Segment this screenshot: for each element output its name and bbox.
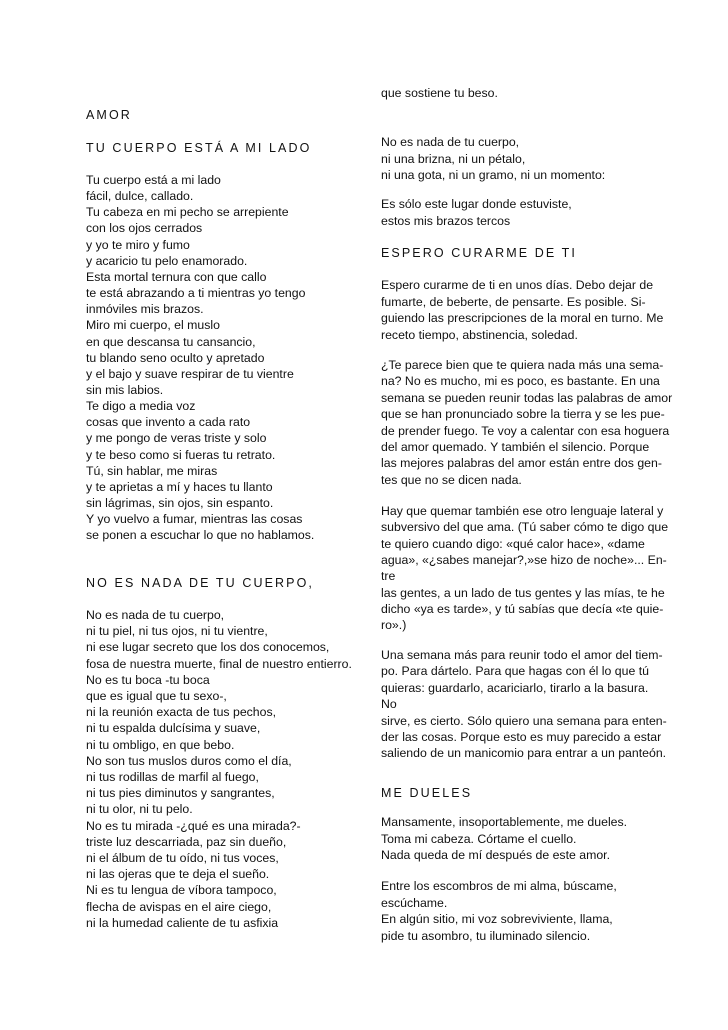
section-heading-espero-curarme: ESPERO CURARME DE TI	[381, 246, 577, 260]
text-line: tre	[381, 569, 396, 584]
text-line: que es igual que tu sexo-,	[86, 689, 227, 703]
text-line: Espero curarme de ti en unos días. Debo dejar de	[381, 278, 654, 292]
text-line: tu blando seno oculto y apretado	[86, 350, 265, 365]
text-line: ni tu espalda dulcísima y suave,	[86, 721, 261, 736]
text-line: flecha de avispas en el aire ciego,	[86, 899, 272, 914]
text-line: sin mis labios.	[86, 382, 164, 397]
text-line: na? No es mucho, mi es poco, es bastante. En una	[381, 374, 660, 389]
text-line: las gentes, a un lado de tus gentes y las mías, te he	[381, 585, 665, 600]
text-line: guiendo las prescripciones de la moral en turno. Me	[381, 311, 664, 325]
text-line: Hay que quemar también ese otro lenguaje lateral y	[381, 504, 664, 518]
text-line: ni una brizna, ni un pétalo,	[381, 151, 526, 166]
text-line: pide tu asombro, tu iluminado silencio.	[381, 928, 591, 943]
text-line: escúchame.	[381, 895, 448, 910]
text-line: quieras: guardarlo, acariciarlo, tirarlo a la basura.	[381, 680, 649, 695]
text-line: po. Para dártelo. Para que hagas con él lo que tú	[381, 664, 649, 679]
section-heading-no-es-nada: NO ES NADA DE TU CUERPO,	[86, 576, 314, 590]
text-line: y te beso como si fueras tu retrato.	[86, 447, 276, 462]
text-line: Nada queda de mí después de este amor.	[381, 848, 611, 862]
text-line: fosa de nuestra muerte, final de nuestro entierro.	[86, 656, 352, 671]
text-line: y el bajo y suave respirar de tu vientre	[86, 366, 294, 381]
text-line: Toma mi cabeza. Córtame el cuello.	[381, 831, 577, 846]
text-line: Mansamente, insoportablemente, me dueles.	[381, 815, 628, 829]
text-line: ni tus pies diminutos y sangrantes,	[86, 786, 275, 801]
section-heading-tu-cuerpo: TU CUERPO ESTÁ A MI LADO	[86, 141, 312, 155]
text-line: que sostiene tu beso.	[381, 86, 498, 100]
text-line: ni las ojeras que te deja el sueño.	[86, 867, 270, 882]
text-line: Tu cabeza en mi pecho se arrepiente	[86, 205, 289, 220]
text-line: Entre los escombros de mi alma, búscame,	[381, 879, 617, 893]
text-line: se ponen a escuchar lo que no hablamos.	[86, 528, 315, 543]
text-line: Una semana más para reunir todo el amor del tiem-	[381, 648, 663, 662]
text-line: ro».)	[381, 618, 407, 633]
text-line: sin lágrimas, sin ojos, sin espanto.	[86, 496, 274, 510]
text-line: Tu cuerpo está a mi lado	[86, 173, 221, 187]
text-line: ni el álbum de tu oído, ni tus voces,	[86, 851, 279, 865]
text-line: te está abrazando a ti mientras yo tengo	[86, 286, 306, 301]
text-line: y me pongo de veras triste y solo	[86, 431, 267, 446]
text-line: cosas que invento a cada rato	[86, 415, 251, 430]
text-line: subversivo del que ama. (Tú saber cómo te digo que	[381, 520, 669, 535]
text-line: ni una gota, ni un gramo, ni un momento:	[381, 168, 606, 182]
text-line: fumarte, de beberte, de pensarte. Es posible. Si-	[381, 294, 646, 309]
text-line: ni tus rodillas de marfil al fuego,	[86, 770, 259, 784]
text-line: Es sólo este lugar donde estuviste,	[381, 197, 572, 211]
text-line: Esta mortal ternura con que callo	[86, 269, 267, 284]
text-line: Miro mi cuerpo, el muslo	[86, 318, 220, 333]
text-line: Y yo vuelvo a fumar, mientras las cosas	[86, 512, 303, 527]
section-heading-me-dueles: ME DUELES	[381, 786, 473, 800]
text-line: ni tu olor, ni tu pelo.	[86, 802, 193, 817]
text-line: que se han pronunciado sobre la tierra y se les pue-	[381, 407, 665, 422]
text-line: receto tiempo, abstinencia, soledad.	[381, 327, 578, 342]
text-line: No es tu mirada -¿qué es una mirada?-	[86, 818, 301, 833]
text-line: Ni es tu lengua de víbora tampoco,	[86, 883, 277, 898]
text-line: de prender fuego. Te voy a calentar con esa hoguera	[381, 423, 670, 438]
page-title: AMOR	[86, 108, 132, 122]
text-line: y yo te miro y fumo	[86, 237, 190, 252]
text-line: No es nada de tu cuerpo,	[381, 135, 520, 149]
text-line: der las cosas. Porque esto es muy parecido a estar	[381, 730, 662, 744]
text-line: saliendo de un manicomio para entrar a un panteón.	[381, 746, 667, 761]
text-line: semana se pueden reunir todas las palabras de amor	[381, 390, 673, 405]
text-line: agua», «¿sabes manejar?,»se hizo de noche»... En-	[381, 552, 667, 567]
text-line: y te aprietas a mí y haces tu llanto	[86, 479, 273, 494]
text-line: ni ese lugar secreto que los dos conocemos,	[86, 640, 330, 655]
text-line: No es nada de tu cuerpo,	[86, 608, 225, 622]
text-line: fácil, dulce, callado.	[86, 189, 194, 204]
text-line: No	[381, 697, 397, 712]
text-line: sirve, es cierto. Sólo quiero una semana para enten-	[381, 713, 667, 728]
text-line: ¿Te parece bien que te quiera nada más una sema-	[381, 358, 664, 372]
text-line: ni la humedad caliente de tu asfixia	[86, 915, 279, 930]
text-line: Te digo a media voz	[86, 399, 196, 414]
text-line: te quiero cuando digo: «qué calor hace», «dame	[381, 536, 645, 551]
text-line: No es tu boca -tu boca	[86, 672, 210, 687]
text-line: estos mis brazos tercos	[381, 213, 511, 228]
text-line: Tú, sin hablar, me miras	[86, 463, 218, 478]
text-line: ni tu ombligo, en que bebo.	[86, 737, 235, 752]
text-line: tes que no se dicen nada.	[381, 472, 522, 487]
text-line: con los ojos cerrados	[86, 221, 203, 236]
text-line: ni la reunión exacta de tus pechos,	[86, 705, 277, 720]
text-line: ni tu piel, ni tus ojos, ni tu vientre,	[86, 624, 268, 639]
text-line: triste luz descarriada, paz sin dueño,	[86, 834, 287, 849]
text-line: No son tus muslos duros como el día,	[86, 753, 292, 768]
text-line: las mejores palabras del amor están entre dos gen-	[381, 456, 662, 471]
text-line: inmóviles mis brazos.	[86, 302, 204, 317]
text-line: en que descansa tu cansancio,	[86, 334, 256, 349]
text-line: En algún sitio, mi voz sobreviviente, llama,	[381, 912, 613, 926]
text-line: dicho «ya es tarde», y tú sabías que decía «te quie-	[381, 601, 664, 616]
text-line: y acaricio tu pelo enamorado.	[86, 253, 248, 268]
text-line: del amor quemado. Y también el silencio. Porque	[381, 440, 650, 454]
